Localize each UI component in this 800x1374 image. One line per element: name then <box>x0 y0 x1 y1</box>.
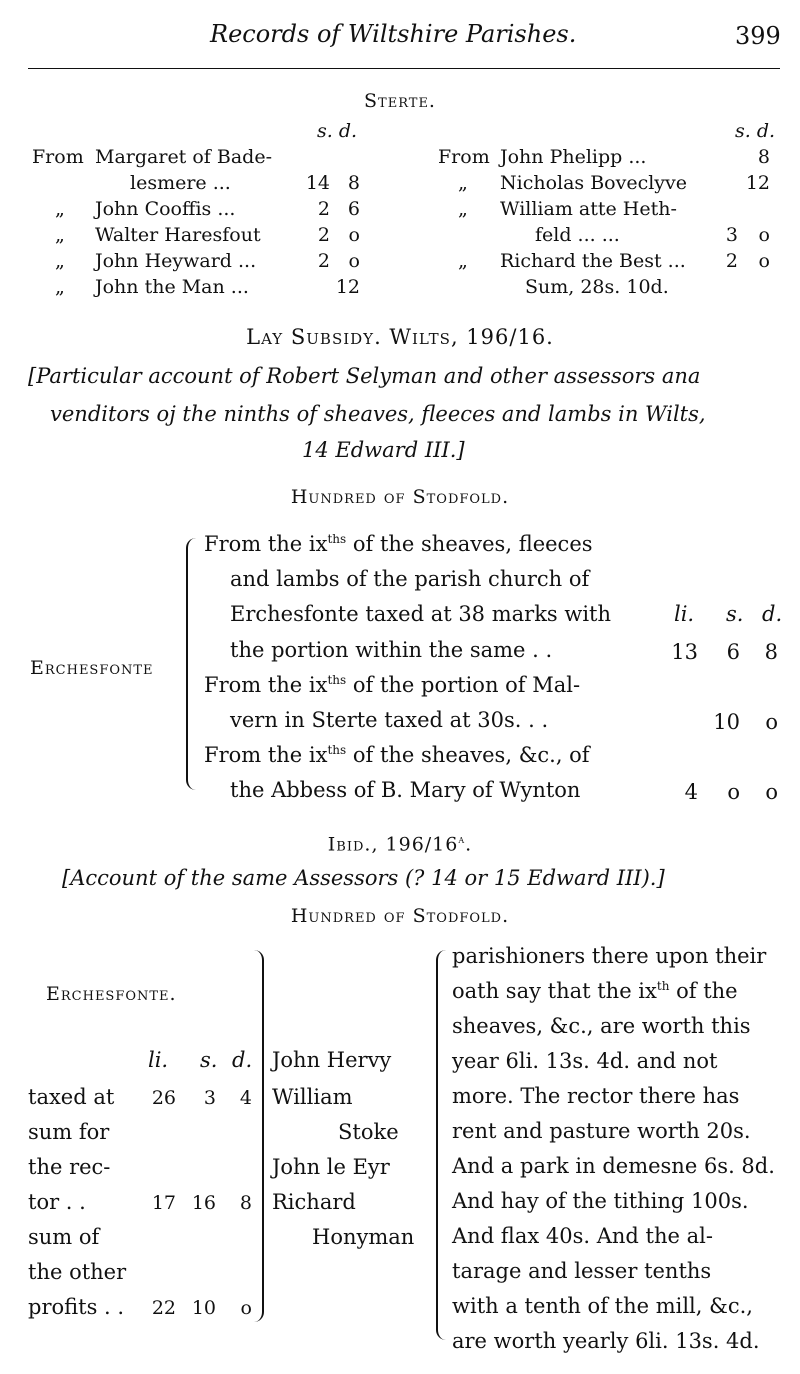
col-header-d: d. <box>762 602 783 626</box>
sterte-title: Sterte. <box>364 90 436 112</box>
ibid-text-brace <box>436 950 448 1340</box>
amount-li: 13 <box>671 640 698 664</box>
lay-subsidy-brace <box>186 538 198 790</box>
lay-subsidy-desc-line2: venditors oj the ninths of sheaves, fleeces and lambs in Wilts, <box>50 402 706 426</box>
lay-subsidy-hundred: Hundred of Stodfold. <box>290 486 510 508</box>
lay-subsidy-desc-line1: [Particular account of Robert Selyman and other assessors ana <box>28 364 701 388</box>
amount-d: o <box>765 710 778 734</box>
ibid-text-line: rent and pasture worth 20s. <box>452 1119 751 1143</box>
lay-subsidy-desc-line3: 14 Edward III.] <box>302 438 465 462</box>
ibid-text-line: And a park in demesne 6s. 8d. <box>452 1154 775 1178</box>
ibid-text-line: And hay of the tithing 100s. <box>452 1189 749 1213</box>
ibid-text-line: parishioners there upon their <box>452 944 767 968</box>
ibid-text-line: sheaves, &c., are worth this <box>452 1014 751 1038</box>
amount-s: o <box>727 780 740 804</box>
ibid-hundred: Hundred of Stodfold. <box>290 905 510 927</box>
sterte-right-col-header: s. d. <box>735 120 776 142</box>
lay-subsidy-line: Erchesfonte taxed at 38 marks with <box>230 602 612 626</box>
assessor-name: Richard <box>272 1190 356 1214</box>
col-header-s: s. <box>726 602 744 626</box>
col-header-li: li. <box>674 602 695 626</box>
lay-subsidy-line: From the $ix^{ths}$ of the portion of Mal- <box>204 673 581 697</box>
lay-subsidy-line: the Abbess of B. Mary of Wynton <box>230 778 581 802</box>
lay-subsidy-line: From the $ix^{ths}$ of the sheaves, &c., of <box>204 743 590 767</box>
assessor-name: John le Eyr <box>272 1155 390 1179</box>
ibid-text-line: And flax 40s. And the al- <box>452 1224 713 1248</box>
ibid-desc: [Account of the same Assessors (? 14 or 15 Edward III).] <box>62 866 665 890</box>
sterte-sum: Sum, 28s. 10d. <box>525 276 669 298</box>
amount-d: 8 <box>764 640 778 664</box>
sterte-left-col-header: s. d. <box>317 120 358 142</box>
lay-subsidy-parish: Erchesfonte <box>30 657 154 679</box>
assessor-name: Stoke <box>338 1120 399 1144</box>
running-header-title: Records of Wiltshire Parishes. <box>210 20 577 48</box>
ibid-parish: Erchesfonte. <box>46 983 177 1005</box>
amount-d: o <box>765 780 778 804</box>
amount-li: 4 <box>684 780 698 804</box>
ibid-text-line: more. The rector there has <box>452 1084 740 1108</box>
lay-subsidy-line: From the $ix^{ths}$ of the sheaves, fleeces <box>204 532 593 556</box>
lay-subsidy-title: Lay Subsidy. Wilts, 196/16. <box>246 325 554 349</box>
ibid-amounts-brace <box>252 950 264 1322</box>
lay-subsidy-line: vern in Sterte taxed at 30s. . . <box>230 708 549 732</box>
ibid-text-line: oath say that the $ix^{th}$ of the <box>452 979 738 1003</box>
header-rule <box>28 68 780 69</box>
assessor-name: John Hervy <box>272 1048 392 1072</box>
amount-s: 6 <box>726 640 740 664</box>
assessor-name: William <box>272 1085 353 1109</box>
ibid-text-line: year 6li. 13s. 4d. and not <box>452 1049 718 1073</box>
lay-subsidy-line: and lambs of the parish church of <box>230 567 590 591</box>
ibid-text-line: with a tenth of the mill, &c., <box>452 1294 753 1318</box>
amount-s: 10 <box>713 710 740 734</box>
assessor-name: Honyman <box>312 1225 415 1249</box>
page-number: 399 <box>735 22 781 50</box>
lay-subsidy-line: the portion within the same . . <box>230 638 553 662</box>
ibid-title: Ibid., 196/16$^a$. <box>327 832 473 856</box>
ibid-text-line: are worth yearly 6li. 13s. 4d. <box>452 1329 760 1353</box>
ibid-text-line: tarage and lesser tenths <box>452 1259 712 1283</box>
